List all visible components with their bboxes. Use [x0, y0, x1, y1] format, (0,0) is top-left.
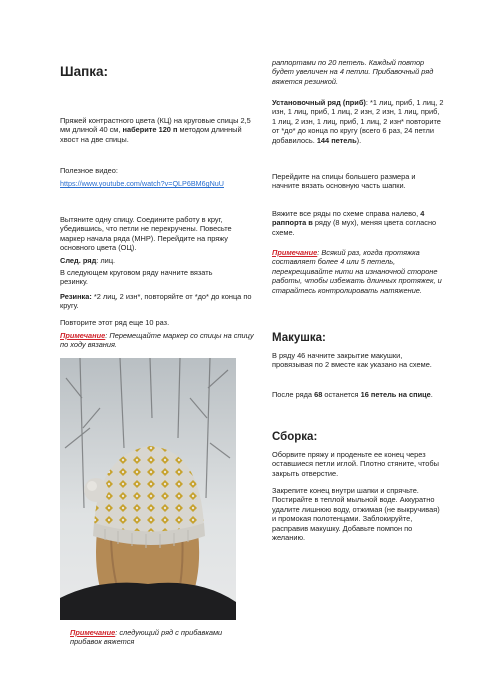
- rib-intro: В следующем круговом ряду начните вязать резинку.: [60, 268, 213, 287]
- crown-result-end: .: [430, 390, 433, 399]
- setup-row-end: ).: [356, 135, 362, 145]
- setup-row-label: Установочный ряд (приб): [272, 98, 366, 107]
- finishing-step-1: Оборвите пряжу и проденьте ее конец через оставшиеся петли иглой. Плотно стяните, чтобы закрыть отверстие.: [272, 450, 439, 478]
- marker-note: [60, 331, 260, 350]
- increase-note: [70, 628, 240, 647]
- cast-on-text-part: Пряжей контрастного цвета (КЦ) на круговые спицы 2,5 мм длиной 40 см,: [60, 116, 251, 135]
- setup-row-total: 144 петель: [316, 135, 357, 145]
- cast-on-count: наберите 120 п: [122, 125, 178, 135]
- setup-row-instructions: : *1 лиц, приб, 1 лиц, 2 изн, 1 лиц, приб, 1 лиц, 2 изн, 2 изн, 1 лиц, приб, 1 лиц, 2 изн, 1 лиц, приб, 1 лиц, 2 изн* повторите от *до* до конца по кругу (всего 6 раз, 24 петли добавилось.: [272, 98, 444, 145]
- cast-on-text: [60, 116, 256, 144]
- crown-heading: Макушка:: [272, 332, 326, 344]
- rib-label: Резинка:: [60, 292, 92, 301]
- hat-photo-image: [60, 358, 236, 620]
- crown-stitch-count: 16 петель на спице: [360, 390, 431, 399]
- note-text: : Перемещайте маркер со спицы на спицу по ходу вязания.: [60, 331, 254, 350]
- video-link[interactable]: https://www.youtube.com/watch?v=QLP6BM6gNuU: [60, 179, 224, 188]
- finishing-step-2: Закрепите конец внутри шапки и спрячьте. Постирайте в теплой мыльной воде. Аккуратно удалите лишнюю воду, отжимая (не выкручивая) и промокая полотенцами. Заблокируйте, расправив макушку. Добавьте помпон по желанию.: [272, 486, 440, 543]
- hat-heading: Шапка:: [60, 64, 108, 79]
- video-label: Полезное видео:: [60, 166, 118, 175]
- hat-photo: [60, 358, 236, 620]
- float-note: [272, 248, 444, 295]
- next-row-label: След. ряд: [60, 256, 97, 265]
- repeat-text: Повторите этот ряд еще 10 раз.: [60, 318, 170, 327]
- rib-text: [60, 292, 252, 311]
- next-row-value: : лиц.: [96, 256, 116, 265]
- chart-repeats: 4 раппорта в: [272, 209, 425, 228]
- next-row-text: [60, 256, 115, 265]
- setup-row-text: [272, 98, 444, 145]
- crown-result-mid: останется: [322, 390, 361, 399]
- note-label: Примечание: [60, 331, 106, 340]
- finishing-heading: Сборка:: [272, 431, 318, 443]
- crown-decrease-text: В ряду 46 начните закрытие макушки, провязывая по 2 вместе как указано на схеме.: [272, 351, 432, 370]
- crown-row-number: 68: [314, 390, 323, 399]
- switch-needles-text: Перейдите на спицы большего размера и начните вязать основную часть шапки.: [272, 172, 416, 191]
- note-label: Примечание: [272, 248, 318, 257]
- note-label: Примечание: [70, 628, 116, 637]
- chart-text-part: Вяжите все ряды по схеме справа налево,: [272, 209, 421, 218]
- crown-result-part: После ряда: [272, 390, 315, 399]
- crown-result-text: [272, 390, 444, 399]
- note-text: : следующий ряд с прибавками прибавок вяжется: [70, 628, 223, 647]
- cast-on-text-end: методом длинный хвост на две спицы.: [60, 125, 242, 144]
- join-instructions: Вытяните одну спицу. Соедините работу в круг, убедившись, что петли не перекручены. Повесьте маркер начала ряда (МНР). Перейдите на пряжу основного цвета (ОЦ).: [60, 215, 232, 253]
- chart-text-end: ряду (8 мух), меняя цвета согласно схеме.: [272, 218, 437, 237]
- rib-instructions: *2 лиц, 2 изн*, повторяйте от *до* до конца по кругу.: [60, 292, 252, 311]
- note-text: : Всякий раз, когда протяжка составляет более 4 или 5 петель, перекрещивайте нити на изнаночной стороне работы, чтобы избежать длинных протяжек, и старайтесь контролировать натяжение.: [272, 248, 442, 295]
- chart-text: [272, 209, 442, 237]
- repeat-continuation: раппортами по 20 петель. Каждый повтор будет увеличен на 4 петли. Прибавочный ряд вяжется резинкой.: [272, 58, 434, 86]
